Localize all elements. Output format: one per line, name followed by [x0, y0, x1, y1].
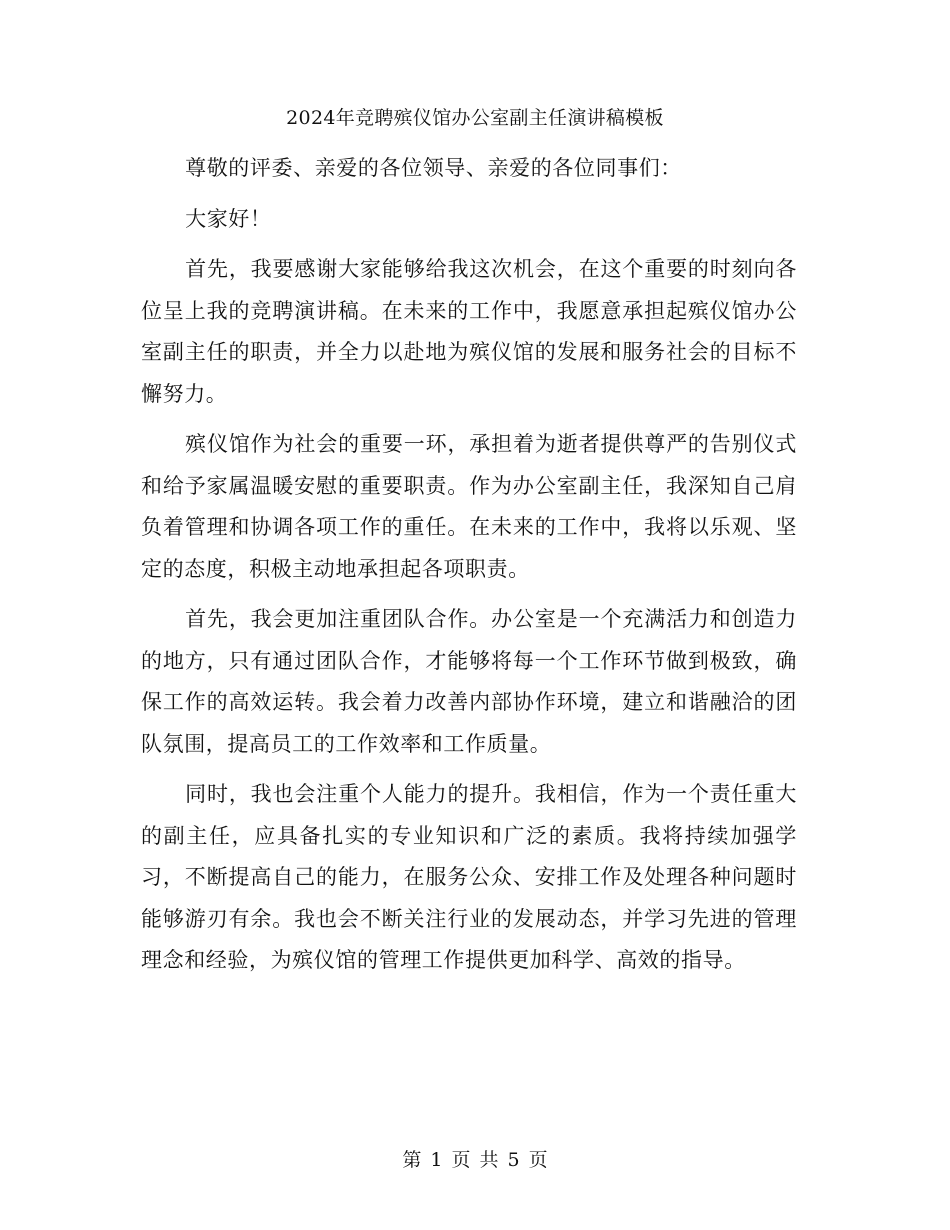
body-paragraph: 同时，我也会注重个人能力的提升。我相信，作为一个责任重大的副主任，应具备扎实的专业知识和广泛的素质。我将持续加强学习，不断提高自己的能力，在服务公众、安排工作及处理各种问题时能够游刃有余。我也会不断关注行业的发展动态，并学习先进的管理理念和经验，为殡仪馆的管理工作提供更加科学、高效的指导。 — [141, 782, 797, 972]
document-body — [141, 148, 797, 991]
body-paragraph: 首先，我要感谢大家能够给我这次机会，在这个重要的时刻向各位呈上我的竞聘演讲稿。在未来的工作中，我愿意承担起殡仪馆办公室副主任的职责，并全力以赴地为殡仪馆的发展和服务社会的目标不懈努力。 — [141, 257, 797, 406]
greeting-paragraph: 大家好！ — [185, 206, 272, 231]
body-paragraph: 殡仪馆作为社会的重要一环，承担着为逝者提供尊严的告别仪式和给予家属温暖安慰的重要职责。作为办公室副主任，我深知自己肩负着管理和协调各项工作的重任。在未来的工作中，我将以乐观、坚定的态度，积极主动地承担起各项职责。 — [141, 432, 797, 581]
salutation-paragraph: 尊敬的评委、亲爱的各位领导、亲爱的各位同事们： — [185, 156, 682, 180]
document-title: 2024年竞聘殡仪馆办公室副主任演讲稿模板 — [286, 107, 664, 129]
page-number-footer: 第 1 页 共 5 页 — [402, 1149, 548, 1171]
body-paragraph: 首先，我会更加注重团队合作。办公室是一个充满活力和创造力的地方，只有通过团队合作，才能够将每一个工作环节做到极致，确保工作的高效运转。我会着力改善内部协作环境，建立和谐融洽的团队氛围，提高员工的工作效率和工作质量。 — [141, 607, 797, 756]
